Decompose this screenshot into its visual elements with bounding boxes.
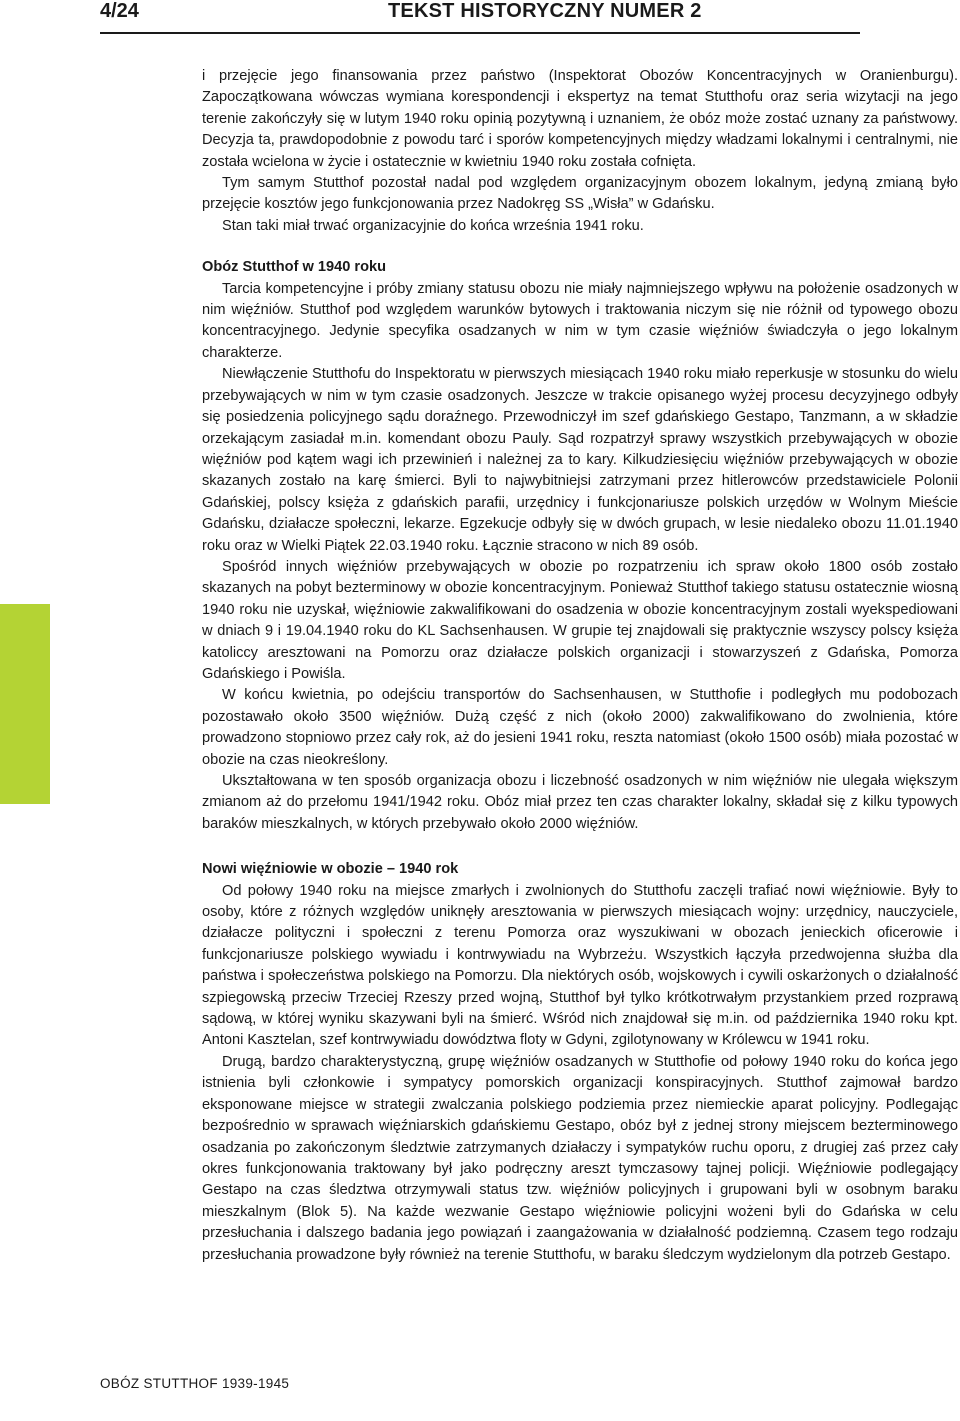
section-heading: Nowi więźniowie w obozie – 1940 rok [202,861,459,878]
section-heading: Obóz Stutthof w 1940 roku [202,259,387,276]
page-header [100,0,860,34]
paragraph: Spośród innych więźniów przebywających w obozie po rozpatrzeniu ich spraw około 1800 osób zostało skazanych na pobyt bezterminowy w obozie koncentracyjnym. Ponieważ Stutthof takiego statusu ostatecznie wiosną 1940 roku nie uzyskał, więźniowie zakwalifikowani do osadzenia w obozie koncentracyjnym zostali wyekspediowani w dniach 9 i 19.04.1940 roku do KL Sachsenhausen. W grupie tej znajdowali się praktycznie wszyscy polscy księża katoliccy aresztowani na Pomorzu oraz działacze polskich organizacji i stowarzyszeń z Gdańska, Pomorza Gdańskiego i Powiśla. [202,558,958,682]
article-body [202,66,958,1266]
paragraph: Tym samym Stutthof pozostał nadal pod względem organizacyjnym obozem lokalnym, jedyną zmianą było przejęcie kosztów jego funkcjonowania przez Nadokręg SS „Wisła” w Gdańsku. [202,175,958,213]
accent-bar [0,604,50,804]
paragraph: Tarcia kompetencyjne i próby zmiany statusu obozu nie miały najmniejszego wpływu na położenie osadzonych w nim więźniów. Stutthof pod względem warunków bytowych i traktowania niczym się nie różnił od typowego obozu koncentracyjnego. Jedynie specyfika osadzanych w nim w tym czasie więźniów świadczyła o jego lokalnym charakterze. [202,280,958,361]
paragraph: Drugą, bardzo charakterystyczną, grupę więźniów osadzanych w Stutthofie od połowy 1940 roku do końca jego istnienia byli członkowie i sympatycy pomorskich organizacji konspiracyjnych. Stutthof zajmował bardzo eksponowane miejsce w strategii zwalczania polskiego podziemia przez niemieckie aparat policyjny. Podlegając bezpośrednio w sprawach więźniarskich gdańskiemu Gestapo, obóz był z jednej strony miejscem bezterminowego osadzania po zakończonym śledztwie zatrzymanych działaczy i sympatyków ruchu oporu, z drugiej zaś przez cały okres funkcjonowania traktowany był jako podręczny areszt tymczasowy tajnej policji. Więźniowie podlegający Gestapo na czas śledztwa otrzymywali status tzw. więźniów policyjnych i grupowani byli w osobnym baraku mieszkalnym (Blok 5). Na każde wezwanie Gestapo więźniowie policyjni wożeni byli do Gdańska w celu przesłuchania i dalszego badania jego powiązań i zaangażowania w działalność podziemną. Czasem tego rodzaju przesłuchania prowadzone były również na terenie Stutthofu, w baraku śledczym wydzielonym dla potrzeb Gestapo. [202,1053,958,1263]
paragraph: Stan taki miał trwać organizacyjnie do końca września 1941 roku. [222,217,644,234]
paragraph: i przejęcie jego finansowania przez państwo (Inspektorat Obozów Koncentracyjnych w Oranienburgu). Zapoczątkowana wówczas wymiana korespondencji i ekspertyz na temat Stutthofu oraz seria wizytacji na jego terenie zakończyły się w lutym 1940 roku opinią pozytywną i uznaniem, że obóz może zostać uznany za państwowy. Decyzja ta, prawdopodobnie z powodu tarć i sporów kompetencyjnych między władzami lokalnymi i centralnymi, nie została wcielona w życie i ostatecznie w kwietniu 1940 roku została cofnięta. [202,68,958,170]
paragraph: Ukształtowana w ten sposób organizacja obozu i liczebność osadzonych w nim więźniów nie ulegała większym zmianom aż do przełomu 1941/1942 roku. Obóz miał przez ten czas charakter lokalny, składał się z kilku typowych baraków mieszkalnych, w których przebywało około 2000 więźniów. [202,773,958,832]
paragraph: W końcu kwietnia, po odejściu transportów do Sachsenhausen, w Stutthofie i podległych mu podobozach pozostawało około 3500 więźniów. Dużą część z nich (około 2000) zakwalifikowano do zwolnienia, które prowadzono stopniowo przez cały rok, aż do jesieni 1941 roku, reszta natomiast (około 1500 osób) miała pozostać w obozie na czas nieokreślony. [202,687,958,768]
paragraph: Niewłączenie Stutthofu do Inspektoratu w pierwszych miesiącach 1940 roku miało reperkusje w stosunku do wielu przebywających w nim w tym czasie osadzonych. Jeszcze w trakcie opisanego wyżej procesu decyzyjnego odbyły się posiedzenia policyjnego sądu doraźnego. Przewodniczył im szef gdańskiego Gestapo, Tanzmann, a w składzie orzekającym zasiadał m.in. komendant obozu Pauly. Sąd rozpatrzył sprawy wszystkich przebywających w obozie więźniów pod kątem wagi ich przewinień i należnej za to kary. Kilkudziesięciu więźniów przebywających w obozie skazanych zostało na karę śmierci. Byli to najwybitniejsi zatrzymani przez hitlerowców przedstawiciele Polonii Gdańskiej, polscy księża z gdańskich parafii, urzędnicy i funkcjonariusze polskich urzędów w Wolnym Mieście Gdańsku, działacze społeczni, lekarze. Egzekucje odbyły się w dwóch grupach, w lesie niedaleko obozu 11.01.1940 roku oraz w Wielki Piątek 22.03.1940 roku. Łącznie stracono w nich 89 osób. [202,366,958,554]
paragraph: Od połowy 1940 roku na miejsce zmarłych i zwolnionych do Stutthofu zaczęli trafiać nowi więźniowie. Były to osoby, które z różnych względów uniknęły aresztowania w pierwszych miesiącach wojny: urzędnicy, nauczyciele, działacze polityczni i społeczni z terenu Pomorza oraz wyszukiwani w obozach jenieckich oficerowie i funkcjonariusze polskiego wywiadu i kontrwywiadu na Wybrzeżu. Wszystkich łączyła przedwojenna służba dla państwa i społeczeństwa polskiego na Pomorzu. Dla niektórych osób, wojskowych i cywili oskarżonych o działalność szpiegowską przeciw Trzeciej Rzeszy przed wojną, Stutthof był tylko krótkotrwałym przystankiem przed rozprawą sądową, w której wyniku skazywani byli na śmierć. Wśród nich znajdował się m.in. od października 1940 roku kpt. Antoni Kasztelan, szef kontrwywiadu dowództwa floty w Gdyni, zgilotynowany w Królewcu w 1941 roku. [202,882,958,1049]
page-number: 4/24 [100,0,139,22]
header-title: TEKST HISTORYCZNY NUMER 2 [388,0,702,22]
page-footer: OBÓZ STUTTHOF 1939-1945 [100,1376,290,1391]
